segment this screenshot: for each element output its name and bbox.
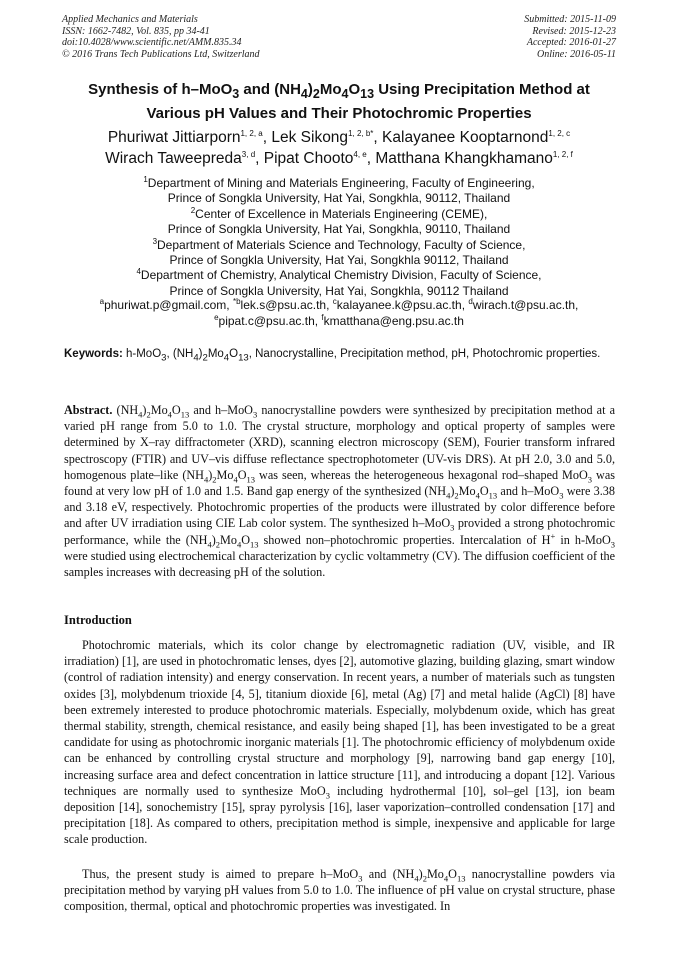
author: Matthana Khangkhamano$^{1, 2, f}$: [375, 149, 573, 167]
affiliation-line: Prince of Songkla University, Hat Yai, Songkhla, 90110, Thailand: [167, 222, 511, 237]
journal-name: Applied Mechanics and Materials: [62, 14, 198, 25]
email: $^a$phuriwat.p@gmail.com,: [99, 297, 233, 312]
title-line-2: Various pH Values and Their Photochromic Properties: [146, 105, 532, 122]
accepted-date: Accepted: 2016-01-27: [526, 37, 616, 48]
affiliations: [40, 176, 638, 299]
author: Wirach Taweepreda$^{3, d}$,: [105, 149, 264, 167]
affiliation-line: $^3$Department of Materials Science and Technology, Faculty of Science,: [152, 236, 526, 252]
title-line-1: Synthesis of h–MoO$_3$ and $(NH_4)_2Mo_4O_{13}$ Using Precipitation Method at: [88, 81, 590, 101]
email-line-1: [40, 298, 638, 314]
revised-date: Revised: 2015-12-23: [532, 25, 616, 37]
introduction-heading: Introduction: [64, 613, 132, 627]
abstract: Abstract. $(NH_4)_2Mo_4O_{13}$ and h–MoO$_3$ nanocrystalline powders were synthesized by precipitation method at a varied pH range from 5.0 to 1.0. The crystal structure, morphology and optical property of samples were determined by X–ray diffractometer (XRD), scanning electron microscopy (SEM), Fourier transform infrared spectroscopy (FTIR) and UV–vis diffuse reflectance spectrophotometer (UV-vis DRS). At pH 2.0, 3.0 and 5.0, homogenous plate–like $(NH_4)_2Mo_4O_{13}$ was seen, whereas the heterogeneous hexagonal rod–shaped MoO$_3$ was found at very low pH of 1.0 and 1.5. Band gap energy of the synthesized $(NH_4)_2Mo_4O_{13}$ and h–MoO$_3$ were 3.38 and 3.18 eV, respectively. Photochromic properties of the products were illustrated by color difference before and after UV irradiation using CIE Lab color system. The synthesized h–MoO$_3$ provided a strong photochromic performance, while the $(NH_4)_2Mo_4O_{13}$ showed non–photochromic properties. Intercalation of H+ in h-MoO$_3$ were studied using electrochemical characterization by cyclic voltammetry (CV). The diffusion coefficient of the samples increases with decreasing pH of the solution.: [64, 403, 615, 580]
paper-title: [40, 80, 638, 124]
journal-copyright: © 2016 Trans Tech Publications Ltd, Switzerland: [62, 48, 260, 60]
affiliation-line: Prince of Songkla University, Hat Yai, Songkhla 90112, Thailand: [169, 253, 509, 268]
online-date: Online: 2016-05-11: [537, 48, 616, 60]
keywords: Keywords: h-MoO$_3$, $(NH_4)_2Mo_4O_{13}$, Nanocrystalline, Precipitation method, pH, Photochromic properties.: [64, 348, 601, 364]
author: Kalayanee Kooptarnond$^{1, 2, c}$: [382, 128, 571, 146]
introduction-paragraph-1: Photochromic materials, which its color change by electromagnetic radiation (UV, visible, and IR irradiation) [1], are used in photochromatic lenses, dyes [2], automotive glazing, building glazing, smart window (control of radiation intensity) and energy conservation. In recent years, a number of materials such as tungsten oxides [3], molybdenum trioxide [4, 5], titanium dioxide [6], metal (Ag) [7] and metal halide (AgCl) [8] have been extremely interested to produce photochromic materials. Especially, molybdenum oxide, which has great thermal stability, strength, chemical resistance, and easily being shaped [1], has been investigated to be a great candidate for using as photochromic inorganic materials [1]. The photochromic efficiency of molybdenum oxide can be enhanced by controlling crystal structure and morphology [9], narrowing band gap energy [10], increasing surface area and defect concentration in lattice structure [11], and introducing a dopant [12]. Various techniques are normally used to synthesize MoO$_3$ including hydrothermal [10], sol–gel [13], ion beam deposition [14], sonochemistry [15], spray pyrolysis [16], laser vaporization–controlled condensation [17] and precipitation [18]. As compared to others, precipitation method is simple, inexpensive and applicable for large scale production.: [64, 638, 615, 847]
email: $^c$kalayanee.k@psu.ac.th,: [332, 297, 469, 312]
email: $^{*b}$lek.s@psu.ac.th,: [232, 297, 333, 312]
author-line-1: [40, 127, 638, 148]
affiliation-line: Prince of Songkla University, Hat Yai, Songkhla, 90112, Thailand: [167, 191, 511, 206]
journal-info: [62, 14, 260, 60]
email: $^e$pipat.c@psu.ac.th,: [214, 312, 322, 328]
introduction-paragraph-2: Thus, the present study is aimed to prepare h–MoO$_3$ and $(NH_4)_2Mo_4O_{13}$ nanocrystalline powders via precipitation method by varying pH values from 5.0 to 1.0. The influence of pH value on crystal structure, phase composition, thermal, optical and photochromic properties was investigated. In: [64, 867, 615, 914]
author: Pipat Chooto$^{4, e}$,: [263, 149, 376, 167]
author-line-2: [40, 148, 638, 169]
email: $^d$wirach.t@psu.ac.th,: [468, 297, 579, 312]
submitted-date: Submitted: 2015-11-09: [524, 14, 616, 25]
email: $^f$kmatthana@eng.psu.ac.th: [321, 312, 464, 328]
abstract-label: Abstract.: [64, 403, 113, 417]
author-list: [40, 127, 638, 169]
email-line-2: [40, 314, 638, 330]
journal-issn: ISSN: 1662-7482, Vol. 835, pp 34-41: [62, 25, 210, 37]
keywords-label: Keywords:: [64, 348, 123, 360]
affiliation-line: Prince of Songkla University, Hat Yai, Songkhla, 90112 Thailand: [169, 283, 509, 298]
journal-doi: doi:10.4028/www.scientific.net/AMM.835.34: [62, 37, 242, 48]
affiliation-line: $^2$Center of Excellence in Materials Engineering (CEME),: [190, 205, 488, 221]
author: Phuriwat Jittiarporn$^{1, 2, a}$,: [107, 128, 272, 146]
affiliation-line: $^1$Department of Mining and Materials Engineering, Faculty of Engineering,: [143, 175, 535, 190]
affiliation-line: $^4$Department of Chemistry, Analytical Chemistry Division, Faculty of Science,: [136, 267, 542, 283]
email-list: [40, 298, 638, 329]
submission-dates: [524, 14, 616, 60]
author: Lek Sikong$^{1, 2, b*}$,: [271, 128, 383, 146]
